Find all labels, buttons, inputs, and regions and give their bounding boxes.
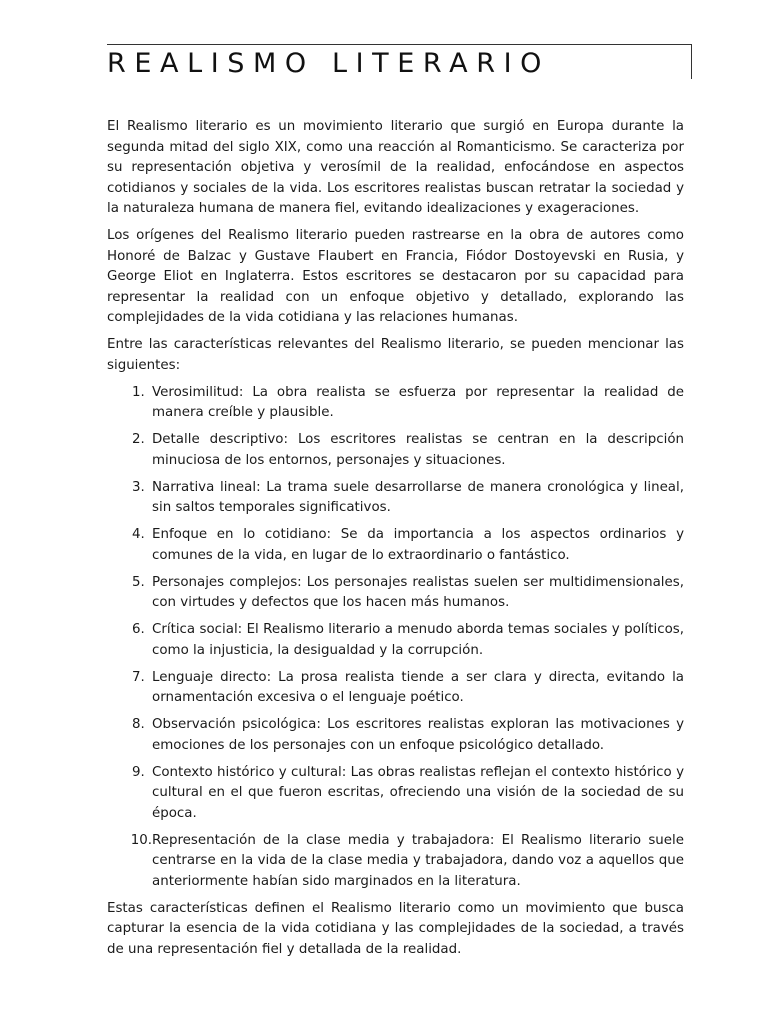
- list-item: [107, 525, 684, 566]
- list-item: [107, 763, 684, 825]
- list-item-text: Contexto histórico y cultural: Las obras realistas reflejan el contexto histórico y cultural en el que fueron escritas, ofreciendo una visión de la sociedad de su época.: [152, 764, 684, 821]
- list-item: [107, 715, 684, 756]
- list-item-number: 6.: [132, 622, 145, 637]
- list-item-text: Personajes complejos: Los personajes realistas suelen ser multidimensionales, con virtudes y defectos que los hacen más humanos.: [152, 574, 684, 610]
- list-item-text: Enfoque en lo cotidiano: Se da importancia a los aspectos ordinarios y comunes de la vida, en lugar de lo extraordinario o fantástico.: [152, 527, 684, 563]
- list-item-number: 4.: [132, 527, 145, 542]
- list-item: [107, 383, 684, 424]
- list-item-number: 10.: [130, 832, 152, 848]
- features-list: [107, 383, 684, 893]
- list-item: [107, 668, 684, 709]
- list-item: [107, 430, 684, 471]
- list-item: [107, 831, 684, 893]
- list-item: [107, 620, 684, 661]
- intro-paragraph: El Realismo literario es un movimiento literario que surgió en Europa durante la segunda mitad del siglo XIX, como una reacción al Romanticismo. Se caracteriza por su representación objetiva y verosímil de la realidad, enfocándose en aspectos cotidianos y sociales de la vida. Los escritores realistas buscan retratar la sociedad y la naturaleza humana de manera fiel, evitando idealizaciones y exageraciones.: [107, 119, 684, 216]
- origins-paragraph: Los orígenes del Realismo literario pueden rastrearse en la obra de autores como Honoré de Balzac y Gustave Flaubert en Francia, Fiódor Dostoyevski en Rusia, y George Eliot en Inglaterra. Estos escritores se destacaron por su capacidad para representar la realidad con un enfoque objetivo y detallado, explorando las complejidades de la vida cotidiana y las relaciones humanas.: [107, 228, 684, 325]
- list-item-number: 8.: [132, 717, 145, 732]
- list-item-number: 9.: [132, 764, 145, 780]
- list-item-text: Detalle descriptivo: Los escritores realistas se centran en la descripción minuciosa de los entornos, personajes y situaciones.: [152, 432, 684, 468]
- list-item-number: 3.: [132, 479, 145, 495]
- list-item-number: 5.: [132, 574, 145, 590]
- list-item-number: 1.: [132, 384, 145, 400]
- list-item-number: 2.: [132, 432, 145, 447]
- list-item-text: Verosimilitud: La obra realista se esfuerza por representar la realidad de manera creíble y plausible.: [152, 384, 684, 420]
- list-item-number: 7.: [132, 669, 145, 685]
- list-item-text: Observación psicológica: Los escritores realistas exploran las motivaciones y emociones de los personajes con un enfoque psicológico detallado.: [152, 717, 684, 753]
- list-item: [107, 478, 684, 519]
- list-item-text: Crítica social: El Realismo literario a menudo aborda temas sociales y políticos, como la injusticia, la desigualdad y la corrupción.: [152, 622, 684, 658]
- closing-paragraph: Estas características definen el Realismo literario como un movimiento que busca capturar la esencia de la vida cotidiana y las complejidades de la sociedad, a través de una representación fiel y detallada de la realidad.: [107, 900, 684, 957]
- list-item: [107, 573, 684, 614]
- page-title: REALISMO LITERARIO: [107, 48, 551, 79]
- document-body: [107, 117, 684, 967]
- title-frame: [107, 44, 692, 79]
- list-item-text: Lenguaje directo: La prosa realista tiende a ser clara y directa, evitando la ornamentación excesiva o el lenguaje poético.: [152, 669, 684, 705]
- list-item-text: Representación de la clase media y trabajadora: El Realismo literario suele centrarse en la vida de la clase media y trabajadora, dando voz a aquellos que anteriormente habían sido marginados en la literatura.: [152, 832, 684, 889]
- list-item-text: Narrativa lineal: La trama suele desarrollarse de manera cronológica y lineal, sin saltos temporales significativos.: [152, 479, 684, 515]
- features-intro-paragraph: Entre las características relevantes del Realismo literario, se pueden mencionar las siguientes:: [107, 337, 684, 373]
